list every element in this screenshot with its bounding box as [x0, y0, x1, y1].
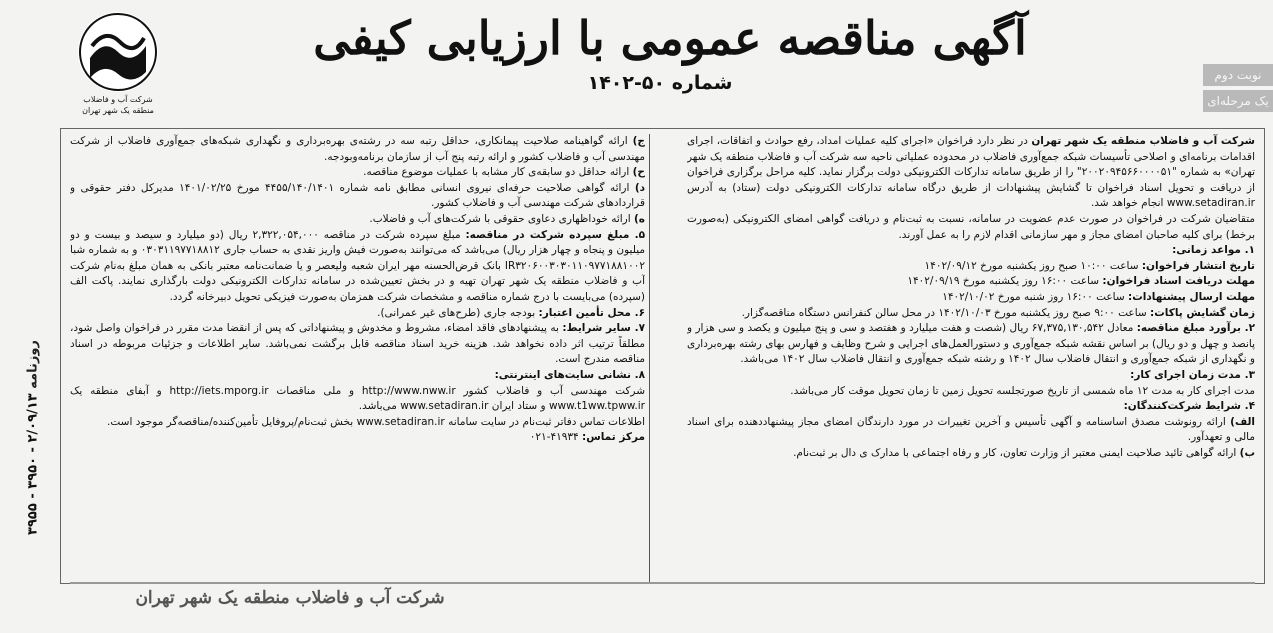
left-column-heading: ۶. محل تأمین اعتبار: — [538, 306, 645, 319]
newspaper-side-strip — [8, 280, 48, 610]
right-column-paragraph — [687, 290, 1255, 306]
footer-company-name: شرکت آب و فاضلاب منطقه یک شهر تهران — [135, 588, 445, 608]
left-column-paragraph — [70, 384, 645, 415]
left-column-heading: ۸. نشانی سایت‌های اینترنتی: — [494, 368, 645, 381]
right-column-paragraph — [687, 259, 1255, 275]
right-column-text: ارائه گواهی تائید صلاحیت ایمنی معتبر از وزارت تعاون، کار و رفاه اجتماعی با مدارک ی دال بر ثبت‌نام. — [793, 446, 1240, 459]
right-column-paragraph — [687, 134, 1255, 212]
left-column-paragraph — [70, 430, 645, 446]
right-column-paragraph — [687, 446, 1255, 462]
round-badge: نوبت دوم — [1203, 64, 1273, 86]
right-column-heading: شرکت آب و فاضلاب منطقه یک شهر تهران — [1031, 135, 1255, 147]
right-column-paragraph — [687, 243, 1255, 259]
right-column-paragraph — [687, 212, 1255, 243]
left-column-text: ارائه حداقل دو سابقه‌ی کار مشابه با عملیات موضوع مناقصه. — [363, 166, 633, 179]
company-logo — [68, 12, 168, 132]
right-column-paragraph — [687, 274, 1255, 290]
right-column — [687, 134, 1255, 582]
left-column-heading: ه) — [634, 212, 645, 225]
stage-badge: یک مرحله‌ای — [1203, 90, 1273, 112]
left-column-paragraph — [70, 368, 645, 384]
left-column-text: بودجه جاری (طرح‌های غیر عمرانی). — [377, 306, 539, 319]
left-column-text: به پیشنهادهای فاقد امضاء، مشروط و مخدوش و پیشنهاداتی که پس از انقضا مدت مقرر در فراخوان واصل شود، مطلقاً ترتیب اثر داده نخواهد شد. هزینه خرید اسناد مناقصه قابل برگشت نمی‌باشد. سایر اطلاعات و جزئیات مربوطه در اسناد مناقصه مندرج است. — [70, 322, 645, 366]
newspaper-label: روزنامه — [25, 340, 41, 389]
left-column-paragraph — [70, 306, 645, 322]
right-column-paragraph — [687, 399, 1255, 415]
right-column-heading: ۱. مواعد زمانی: — [1172, 244, 1255, 257]
left-column-text: ارائه گواهینامه صلاحیت پیمانکاری، حداقل رتبه سه در رشته‌ی بهره‌برداری و نگهداری شبکه‌های جمع‌آوری فاضلاب از شرکت مهندسی آب و فاضلاب کشور و ارائه رتبه پنج آب از سازمان برنامه‌وبودجه. — [70, 135, 645, 163]
right-column-text: ساعت ۱۶:۰۰ روز شنبه مورخ ۱۴۰۲/۱۰/۰۲ — [942, 290, 1129, 303]
column-divider — [649, 134, 650, 582]
right-column-text: ساعت ۹:۰۰ صبح روز یکشنبه مورخ ۱۴۰۲/۱۰/۰۳ در محل سالن کنفرانس دستگاه مناقصه‌گزار. — [741, 306, 1151, 319]
left-column-text: اطلاعات تماس دفاتر ثبت‌نام در سایت سامانه www.setadiran.ir بخش ثبت‌نام/پروفایل تأمین‌کننده/مناقصه‌گر موجود است. — [107, 415, 645, 428]
water-drop-logo-icon — [78, 12, 158, 92]
right-column-heading: تاریخ انتشار فراخوان: — [1141, 259, 1255, 272]
left-column-heading: مرکز تماس: — [582, 431, 645, 444]
right-column-text: ارائه رونوشت مصدق اساسنامه و آگهی تأسیس و آخرین تغییرات در مورد دارندگان امضای مجاز پیشنهاددهنده برای اسناد مالی و تعهدآور. — [687, 415, 1255, 444]
right-column-heading: ۲. برآورد مبلغ مناقصه: — [1136, 322, 1255, 335]
left-column-paragraph — [70, 321, 645, 368]
right-column-heading: ۴. شرایط شرکت‌کنندگان: — [1123, 400, 1255, 413]
notice-number: شماره ۵۰-۱۴۰۲ — [587, 72, 733, 94]
logo-caption — [68, 94, 168, 116]
right-column-heading: ۳. مدت زمان اجرای کار: — [1130, 368, 1255, 381]
left-column-heading: د) — [634, 181, 645, 194]
left-column-text: مبلغ سپرده شرکت در مناقصه ۲,۳۲۲,۰۵۴,۰۰۰ ریال (دو میلیارد و سیصد و بیست و دو میلیون و پنجاه و چهار هزار ریال) می‌باشد که می‌توانند به‌صورت فیش واریز نقدی به حساب جاری ۰۳۰۳۱۱۹۷۷۱۸۸۱۲ و به شماره شبا IR۳۲۰۶۰۰۳۰۳۰۱۱۰۹۷۷۱۸۸۱۰۰۲ بانک قرض‌الحسنه مهر ایران شعبه ولیعصر و یا ضمانت‌نامه معتبر بانکی به همان مبلغ به‌نام شرکت آب و فاضلاب منطقه یک شهر تهران تهیه و در بخش تعیین‌شده در سامانه تدارکات الکترونیکی دولت بارگذاری نمایند. پاکت الف (سپرده) می‌بایست با درج شماره مناقصه و مشخصات شرکت همزمان به‌صورت فیزیکی تحویل دبیرخانه گردد. — [70, 228, 645, 303]
right-column-heading: مهلت دریافت اسناد فراخوان: — [1102, 275, 1255, 288]
left-column-heading: ۵. مبلغ سپرده شرکت در مناقصه: — [465, 228, 645, 241]
left-column-paragraph — [70, 181, 645, 212]
left-column-text: ارائه گواهی صلاحیت حرفه‌ای نیروی انسانی مطابق نامه شماره ۴۴۵۵/۱۴۰/۱۴۰۱ مورخ ۱۴۰۱/۰۲/۲۵ مدیرکل دفتر حقوقی و قراردادهای شرکت مهندسی آب و فاضلاب کشور. — [70, 181, 645, 210]
left-column-text: شرکت مهندسی آب و فاضلاب کشور http://www.nww.ir و ملی مناقصات http://iets.mporg.ir و آبفای منطقه یک www.t1ww.tpww.ir و ستاد ایران www.setadiran.ir می‌باشد. — [70, 384, 645, 413]
left-column-paragraph — [70, 212, 645, 228]
right-column-paragraph — [687, 415, 1255, 446]
right-column-text: ساعت ۱۶:۰۰ روز یکشنبه مورخ ۱۴۰۲/۰۹/۱۹ — [907, 275, 1103, 288]
right-column-heading: زمان گشایش پاکات: — [1150, 306, 1255, 319]
right-column-heading: الف) — [1230, 415, 1255, 428]
logo-caption-line1: شرکت آب و فاضلاب — [83, 95, 153, 104]
right-column-text: ساعت ۱۰:۰۰ صبح روز یکشنبه مورخ ۱۴۰۲/۰۹/۱۲ — [924, 259, 1142, 272]
left-column-heading: ۷. سایر شرایط: — [562, 322, 645, 335]
right-column-paragraph — [687, 306, 1255, 322]
right-column-heading: ب) — [1239, 446, 1255, 459]
logo-caption-line2: منطقه یک شهر تهران — [82, 106, 154, 115]
notice-body — [70, 134, 1255, 582]
left-column-text: ارائه خوداظهاری دعاوی حقوقی با شرکت‌های آب و فاضلاب. — [369, 212, 634, 225]
left-column-paragraph — [70, 415, 645, 431]
notice-title: آگهی مناقصه عمومی با ارزیابی کیفی — [313, 11, 1027, 65]
left-column-text: ۴۱۹۳۴-۰۲۱ — [529, 431, 583, 444]
newspaper-code: ۲/۰۹/۱۳ - ۳۹۵۰ - ۳۹۵۵ — [25, 393, 41, 535]
right-column-text: متقاضیان شرکت در فراخوان در صورت عدم عضویت در سامانه، نسبت به ثبت‌نام و دریافت گواهی امضای الکترونیکی (به‌صورت برخط) برای کلیه صاحبان امضای مجاز و مهر سازمانی اقدام لازم را به عمل آورند. — [687, 212, 1255, 241]
left-column — [70, 134, 645, 582]
left-column-heading: ح) — [632, 166, 645, 179]
left-column-paragraph — [70, 134, 645, 165]
right-column-text: مدت اجرای کار به مدت ۱۲ ماه شمسی از تاریخ صورتجلسه تحویل زمین تا زمان تحویل موقت کار می‌باشد. — [790, 384, 1255, 397]
notice-footer — [70, 582, 1255, 624]
left-column-heading: ج) — [632, 135, 645, 147]
right-column-text: در نظر دارد فراخوان «اجرای کلیه عملیات امداد، رفع حوادث و اتفاقات، اجرای اقدامات برنامه‌ای و اصلاحی تأسیسات شبکه جمع‌آوری فاضلاب در محدوده عملیاتی ناحیه سه شرکت آب و فاضلاب منطقه یک شهر تهران» به شماره "۲۰۰۲۰۹۴۵۶۶۰۰۰۰۵۱" را از طریق سامانه تدارکات الکترونیکی دولت برگزار نماید. کلیه مراحل برگزاری فراخوان از دریافت و تحویل اسناد فراخوان تا گشایش پیشنهادات از طریق درگاه سامانه تدارکات الکترونیکی دولت (ستاد) به آدرس www.setadiran.ir انجام خواهد شد. — [687, 135, 1255, 210]
right-column-heading: مهلت ارسال پیشنهادات: — [1128, 290, 1255, 303]
right-column-paragraph — [687, 368, 1255, 384]
left-column-paragraph — [70, 228, 645, 306]
right-column-text: معادل ۶۷,۳۷۵,۱۳۰,۵۴۲ ریال (شصت و هفت میلیارد و هفتصد و سی و پنج میلیون و یکصد و سی هزار و پانصد و چهل و دو ریال) بر اساس نقشه شبکه جمع‌آوری و دستورالعمل‌های اجرایی و شرح وظایف و فهارس بهای رشته بهره‌برداری و نگهداری از شبکه جمع‌آوری و انتقال فاضلاب سال ۱۴۰۲ و رشته شبکه جمع‌آوری و انتقال فاضلاب سال ۱۴۰۲ می‌باشد. — [687, 322, 1255, 366]
right-column-paragraph — [687, 384, 1255, 400]
notice-header — [0, 0, 1273, 128]
right-column-paragraph — [687, 321, 1255, 368]
left-column-paragraph — [70, 165, 645, 181]
